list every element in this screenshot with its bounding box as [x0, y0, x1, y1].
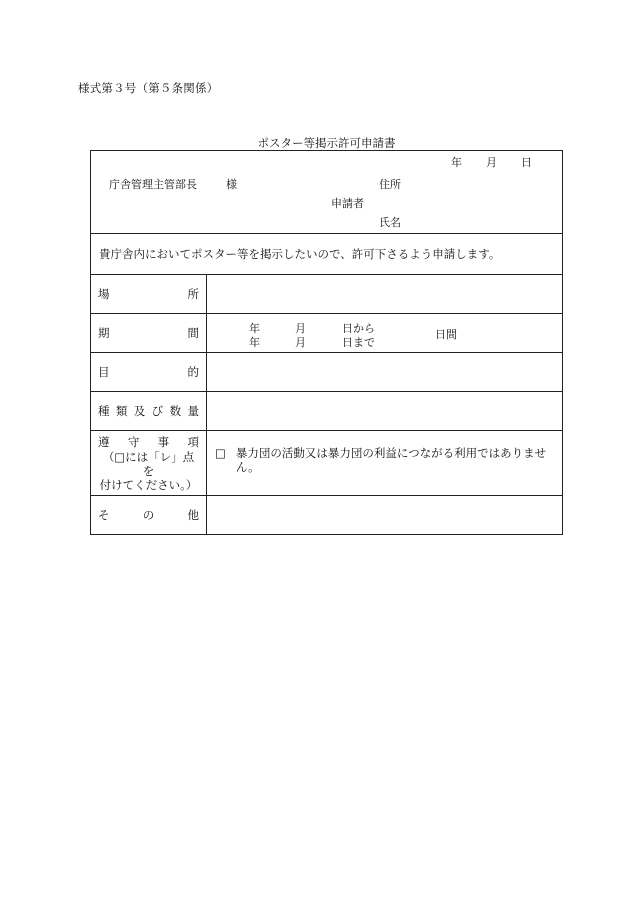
- period-label: 期 間: [91, 314, 207, 352]
- kind-quantity-field[interactable]: [207, 392, 562, 430]
- kind-quantity-label: 種 類 及 び 数 量: [91, 392, 207, 430]
- form-number: 様式第３号（第５条関係）: [78, 81, 219, 95]
- addressee: 庁舎管理主管部長: [109, 178, 197, 191]
- document-title: ポスター等掲示許可申請書: [257, 136, 396, 150]
- honorific: 様: [226, 178, 237, 191]
- compliance-checkbox[interactable]: □: [215, 446, 226, 460]
- days-label: 日間: [435, 328, 457, 341]
- end-year: 年: [249, 336, 260, 349]
- date-month-label: 月: [486, 156, 497, 169]
- compliance-label: 遵 守 事 項 （□には「レ」点を 付けてください。）: [91, 431, 207, 495]
- compliance-row: [91, 431, 562, 496]
- start-year: 年: [249, 322, 260, 335]
- place-row: [91, 275, 562, 314]
- place-label: 場 所: [91, 275, 207, 313]
- end-month: 月: [295, 336, 306, 349]
- name-label: 氏名: [379, 216, 401, 229]
- compliance-pledge-text: 暴力団の活動又は暴力団の利益につながる利用ではありません。: [235, 446, 547, 474]
- start-month: 月: [295, 322, 306, 335]
- purpose-label: 目 的: [91, 353, 207, 391]
- end-day: 日まで: [342, 336, 375, 349]
- kind-quantity-row: [91, 392, 562, 431]
- date-year-label: 年: [451, 156, 462, 169]
- address-label: 住所: [379, 178, 401, 191]
- applicant-label: 申請者: [331, 197, 364, 210]
- other-field[interactable]: [207, 496, 562, 534]
- compliance-field: [207, 431, 562, 495]
- start-day: 日から: [342, 322, 375, 335]
- checkbox-instruction-cont: 付けてください。）: [99, 478, 198, 492]
- application-statement: 貴庁舎内においてポスター等を掲示したいので、許可下さるよう申請します。: [91, 234, 562, 275]
- other-label: そ の 他: [91, 496, 207, 534]
- period-field[interactable]: [207, 314, 562, 352]
- date-day-label: 日: [521, 156, 532, 169]
- checkbox-instruction: （□には「レ」点を: [102, 450, 195, 478]
- header-section: [91, 151, 562, 234]
- purpose-field[interactable]: [207, 353, 562, 391]
- application-form: [90, 150, 563, 535]
- period-row: [91, 314, 562, 353]
- place-field[interactable]: [207, 275, 562, 313]
- purpose-row: [91, 353, 562, 392]
- other-row: [91, 496, 562, 534]
